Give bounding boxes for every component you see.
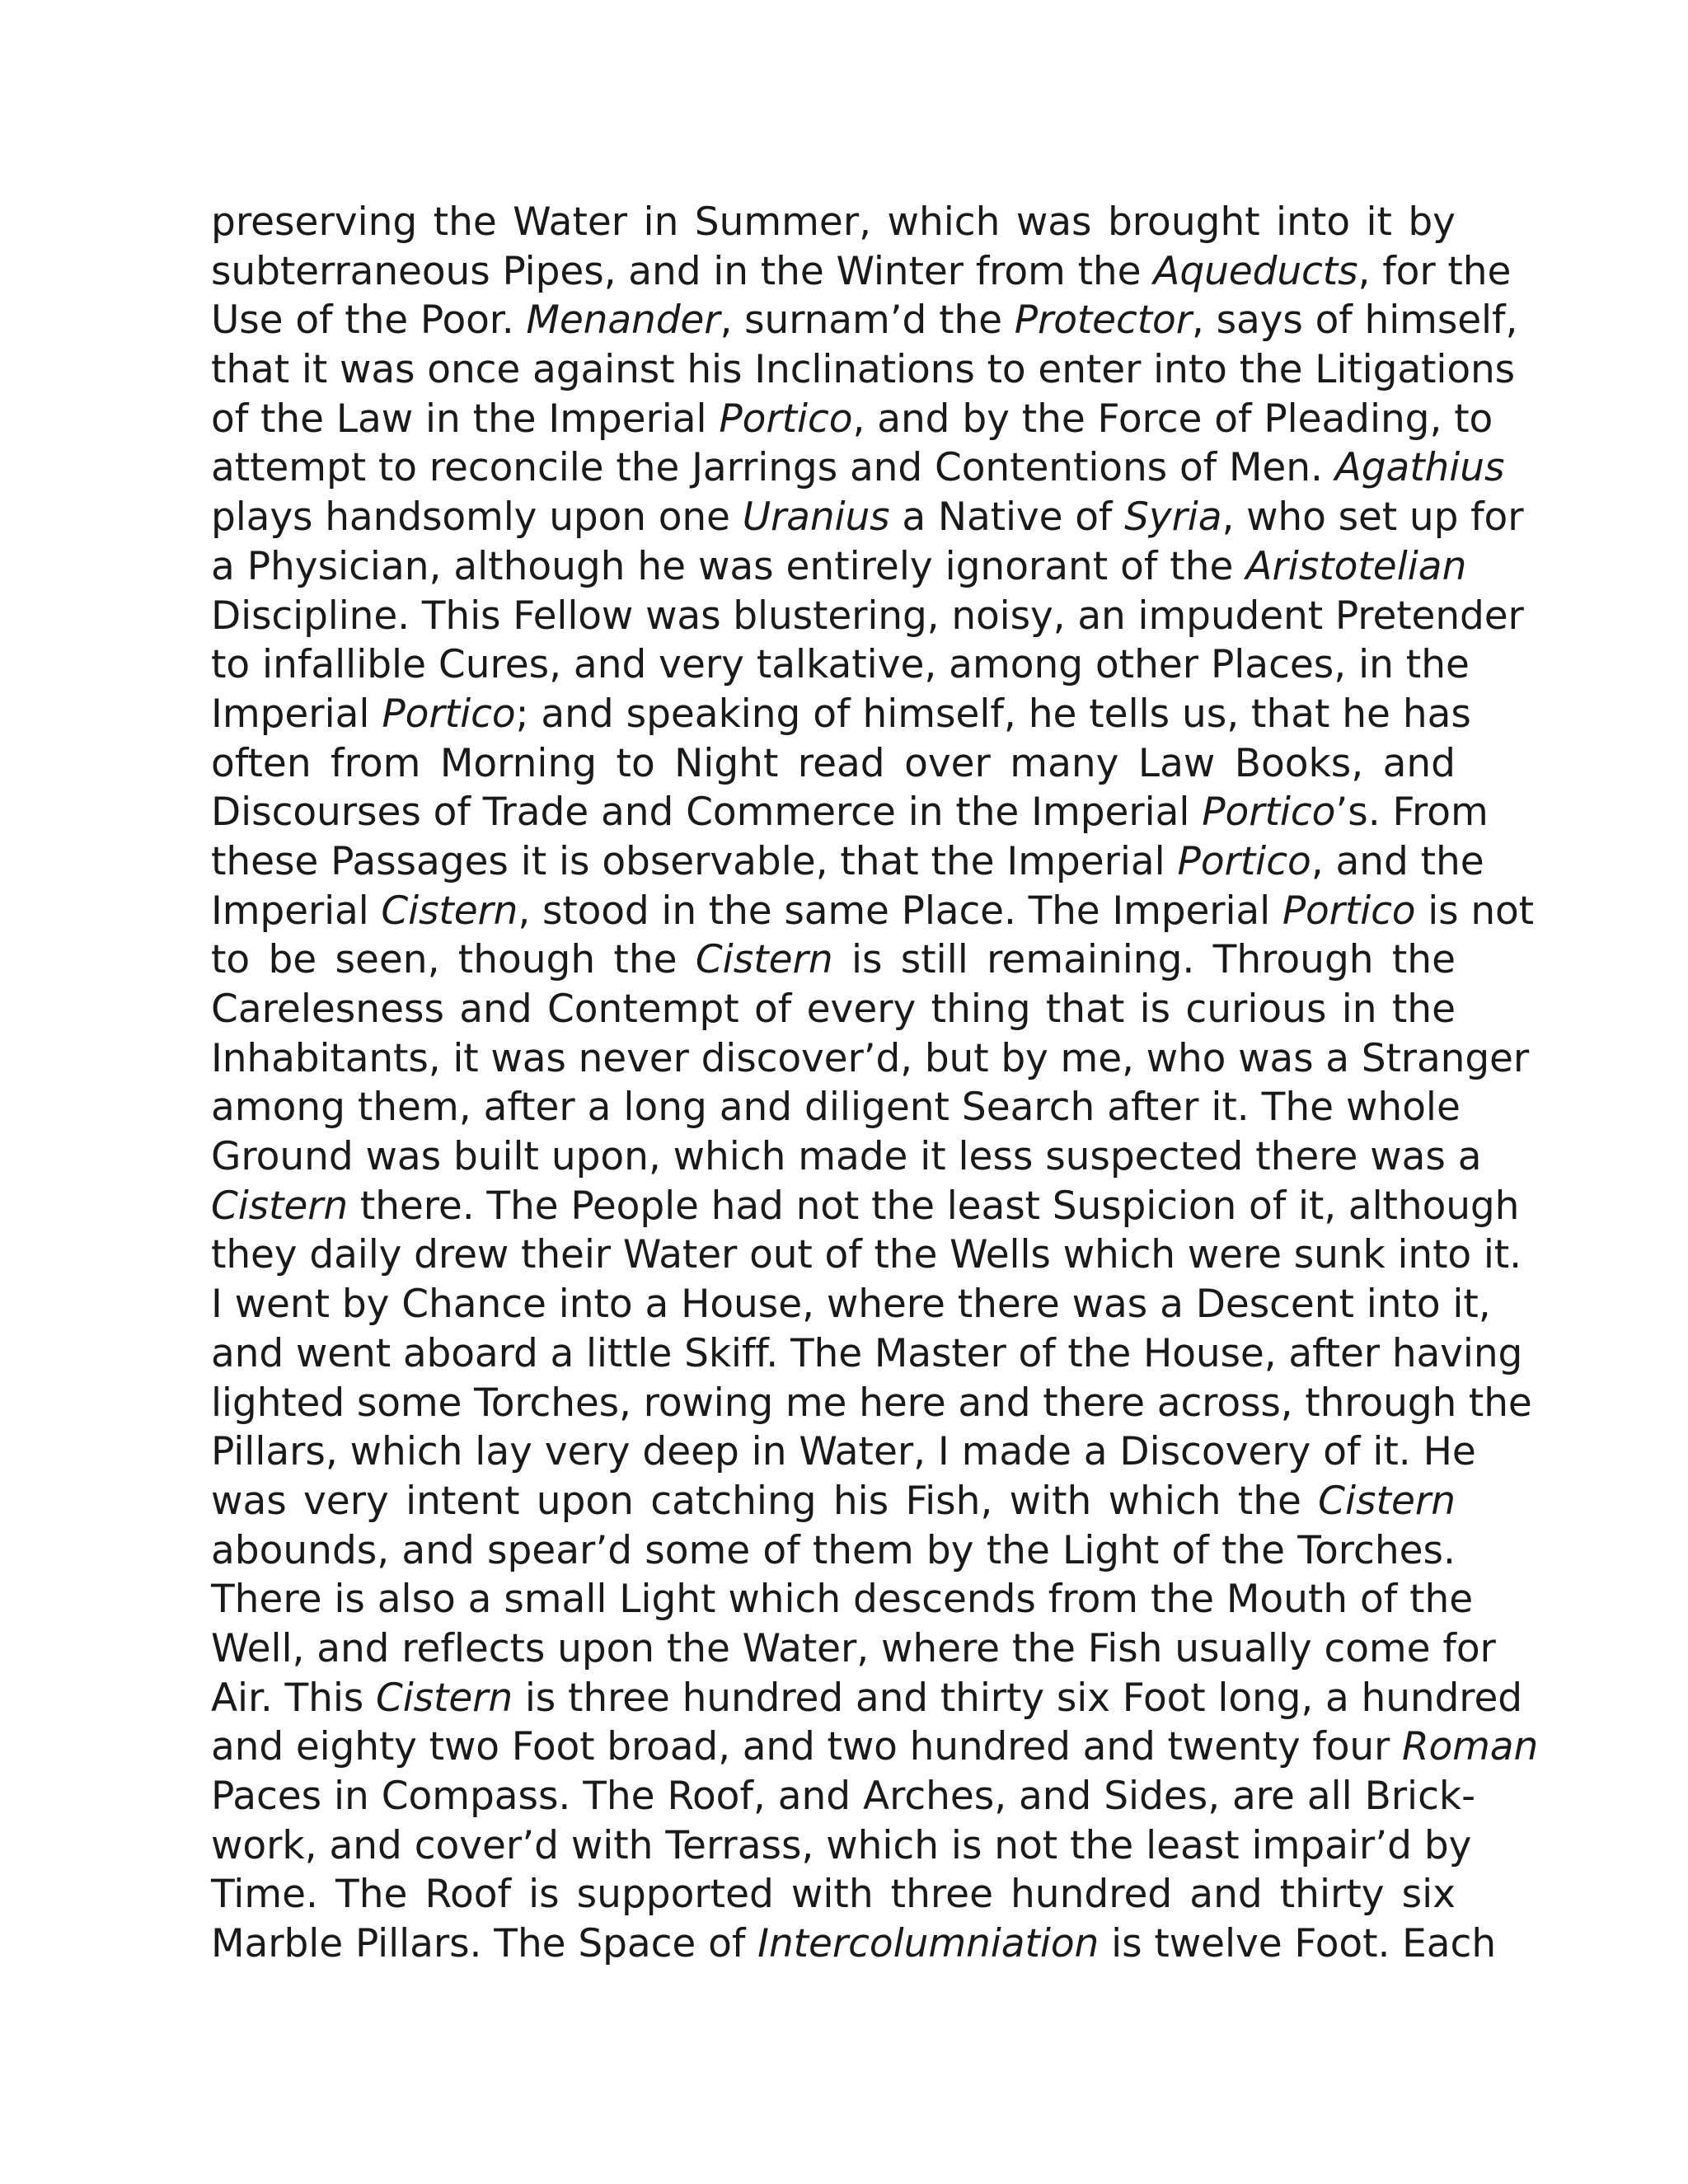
italic-term: Protector <box>1014 298 1192 344</box>
text-run: abounds, and spear’d some of them by the Light of the Torches. <box>211 1527 1456 1573</box>
italic-term: Menander <box>526 298 720 344</box>
text-run: and went aboard a little Skiff. The Master of the House, after having <box>211 1330 1523 1376</box>
text-line <box>211 395 1493 444</box>
text-line <box>211 1280 1491 1329</box>
text-run: there. The People had not the least Suspicion of it, although <box>348 1183 1520 1229</box>
text-run: preserving the Water in Summer, which was brought into it by <box>211 199 1456 245</box>
text-line <box>211 1379 1532 1428</box>
text-line <box>211 1477 1456 1526</box>
italic-term: Uranius <box>742 494 890 541</box>
text-line <box>211 542 1467 592</box>
text-run: is three hundred and thirty six Foot long, a hundred <box>513 1675 1523 1721</box>
italic-term: Portico <box>719 396 853 442</box>
italic-term: Portico <box>1177 838 1311 884</box>
text-run: work, and cover’d with Terrass, which is not the least impair’d by <box>211 1822 1472 1868</box>
text-run: , and by the Force of Pleading, to <box>852 396 1493 442</box>
italic-term: Portico <box>1202 790 1336 836</box>
text-run: Discipline. This Fellow was blustering, noisy, an impudent Pretender <box>211 593 1524 639</box>
text-line <box>211 1919 1497 1969</box>
italic-term: Agathius <box>1334 445 1505 491</box>
text-run: Ground was built upon, which made it less suspected there was a <box>211 1134 1482 1180</box>
text-line <box>211 1772 1476 1821</box>
text-run: these Passages it is observable, that the Imperial <box>211 838 1178 884</box>
italic-term: Portico <box>1282 888 1416 934</box>
text-run: Pillars, which lay very deep in Water, I made a Discovery of it. He <box>211 1429 1476 1475</box>
text-line <box>211 345 1516 395</box>
text-run: a Native of <box>889 494 1125 541</box>
text-run: ’s. From <box>1335 790 1489 836</box>
italic-term: Cistern <box>695 937 833 983</box>
text-run: , and the <box>1311 838 1484 884</box>
text-line <box>211 1329 1523 1379</box>
text-line <box>211 837 1484 887</box>
text-line <box>211 443 1505 493</box>
italic-term: Cistern <box>1318 1478 1456 1524</box>
text-line <box>211 1132 1482 1182</box>
text-line <box>211 1526 1456 1576</box>
text-run: Discourses of Trade and Commerce in the Imperial <box>211 790 1203 836</box>
text-run: Time. The Roof is supported with three hundred and thirty six <box>211 1872 1456 1918</box>
italic-term: Portico <box>382 691 516 737</box>
text-run: Air. This <box>211 1675 376 1721</box>
text-run: attempt to reconcile the Jarrings and Contentions of Men. <box>211 445 1335 491</box>
text-run: that it was once against his Inclinations to enter into the Litigations <box>211 347 1516 393</box>
text-run: Carelesness and Contempt of every thing that is curious in the <box>211 987 1456 1032</box>
italic-term: Cistern <box>211 1183 349 1229</box>
text-run: Use of the Poor. <box>211 298 527 344</box>
text-run: , says of himself, <box>1191 298 1518 344</box>
text-run: Imperial <box>211 888 382 934</box>
text-line <box>211 1034 1530 1084</box>
text-line <box>211 1821 1472 1871</box>
text-run: Marble Pillars. The Space of <box>211 1921 758 1967</box>
text-line <box>211 739 1456 789</box>
text-run: , surnam’d the <box>720 298 1015 344</box>
text-run: Inhabitants, it was never discover’d, but by me, who was a Stranger <box>211 1035 1530 1081</box>
text-run: Imperial <box>211 691 382 737</box>
text-run: is not <box>1415 888 1534 934</box>
text-run: and eighty two Foot broad, and two hundred and twenty four <box>211 1724 1402 1770</box>
text-run: often from Morning to Night read over many Law Books, and <box>211 740 1456 786</box>
text-run: to be seen, though the <box>211 937 696 983</box>
text-run: was very intent upon catching his Fish, with which the <box>211 1478 1319 1524</box>
text-run: , for the <box>1357 248 1512 294</box>
text-run: ; and speaking of himself, he tells us, that he has <box>515 691 1471 737</box>
text-run: is still remaining. Through the <box>832 937 1456 983</box>
text-run: a Physician, although he was entirely ignorant of the <box>211 543 1246 589</box>
text-line <box>211 788 1489 837</box>
text-run: they daily drew their Water out of the Wells which were sunk into it. <box>211 1232 1522 1278</box>
text-run: I went by Chance into a House, where there was a Descent into it, <box>211 1282 1491 1328</box>
text-line <box>211 640 1470 690</box>
text-run: Paces in Compass. The Roof, and Arches, and Sides, are all Brick- <box>211 1774 1476 1819</box>
text-run: plays handsomly upon one <box>211 494 743 541</box>
text-line <box>211 1575 1474 1624</box>
body-text <box>211 198 1539 1969</box>
text-run: among them, after a long and diligent Search after it. The whole <box>211 1085 1461 1131</box>
text-run: subterraneous Pipes, and in the Winter from the <box>211 248 1154 294</box>
text-line <box>211 985 1456 1034</box>
text-line <box>211 690 1471 739</box>
italic-term: Cistern <box>381 888 518 934</box>
text-run: to infallible Cures, and very talkative, among other Places, in the <box>211 642 1470 688</box>
italic-term: Syria <box>1124 494 1222 541</box>
text-run: lighted some Torches, rowing me here and there across, through the <box>211 1380 1532 1426</box>
text-run: , stood in the same Place. The Imperial <box>518 888 1282 934</box>
text-line <box>211 935 1456 985</box>
italic-term: Intercolumniation <box>757 1921 1100 1967</box>
text-line <box>211 1870 1456 1919</box>
text-line <box>211 1230 1522 1280</box>
text-line <box>211 1624 1496 1674</box>
text-line <box>211 1722 1539 1772</box>
italic-term: Aqueducts <box>1153 248 1358 294</box>
italic-term: Roman <box>1402 1724 1539 1770</box>
italic-term: Aristotelian <box>1245 543 1467 589</box>
text-run: There is also a small Light which descends from the Mouth of the <box>211 1577 1474 1623</box>
text-line <box>211 198 1456 247</box>
text-run: , who set up for <box>1221 494 1524 541</box>
text-line <box>211 296 1518 345</box>
text-run: is twelve Foot. Each <box>1099 1921 1497 1967</box>
text-line <box>211 592 1524 641</box>
text-line <box>211 1674 1523 1723</box>
italic-term: Cistern <box>375 1675 513 1721</box>
text-line <box>211 493 1524 542</box>
text-run: of the Law in the Imperial <box>211 396 720 442</box>
text-line <box>211 1427 1476 1477</box>
text-line <box>211 247 1512 297</box>
text-line <box>211 887 1534 936</box>
text-run: Well, and reflects upon the Water, where the Fish usually come for <box>211 1625 1496 1671</box>
text-line <box>211 1182 1520 1231</box>
text-line <box>211 1083 1461 1132</box>
